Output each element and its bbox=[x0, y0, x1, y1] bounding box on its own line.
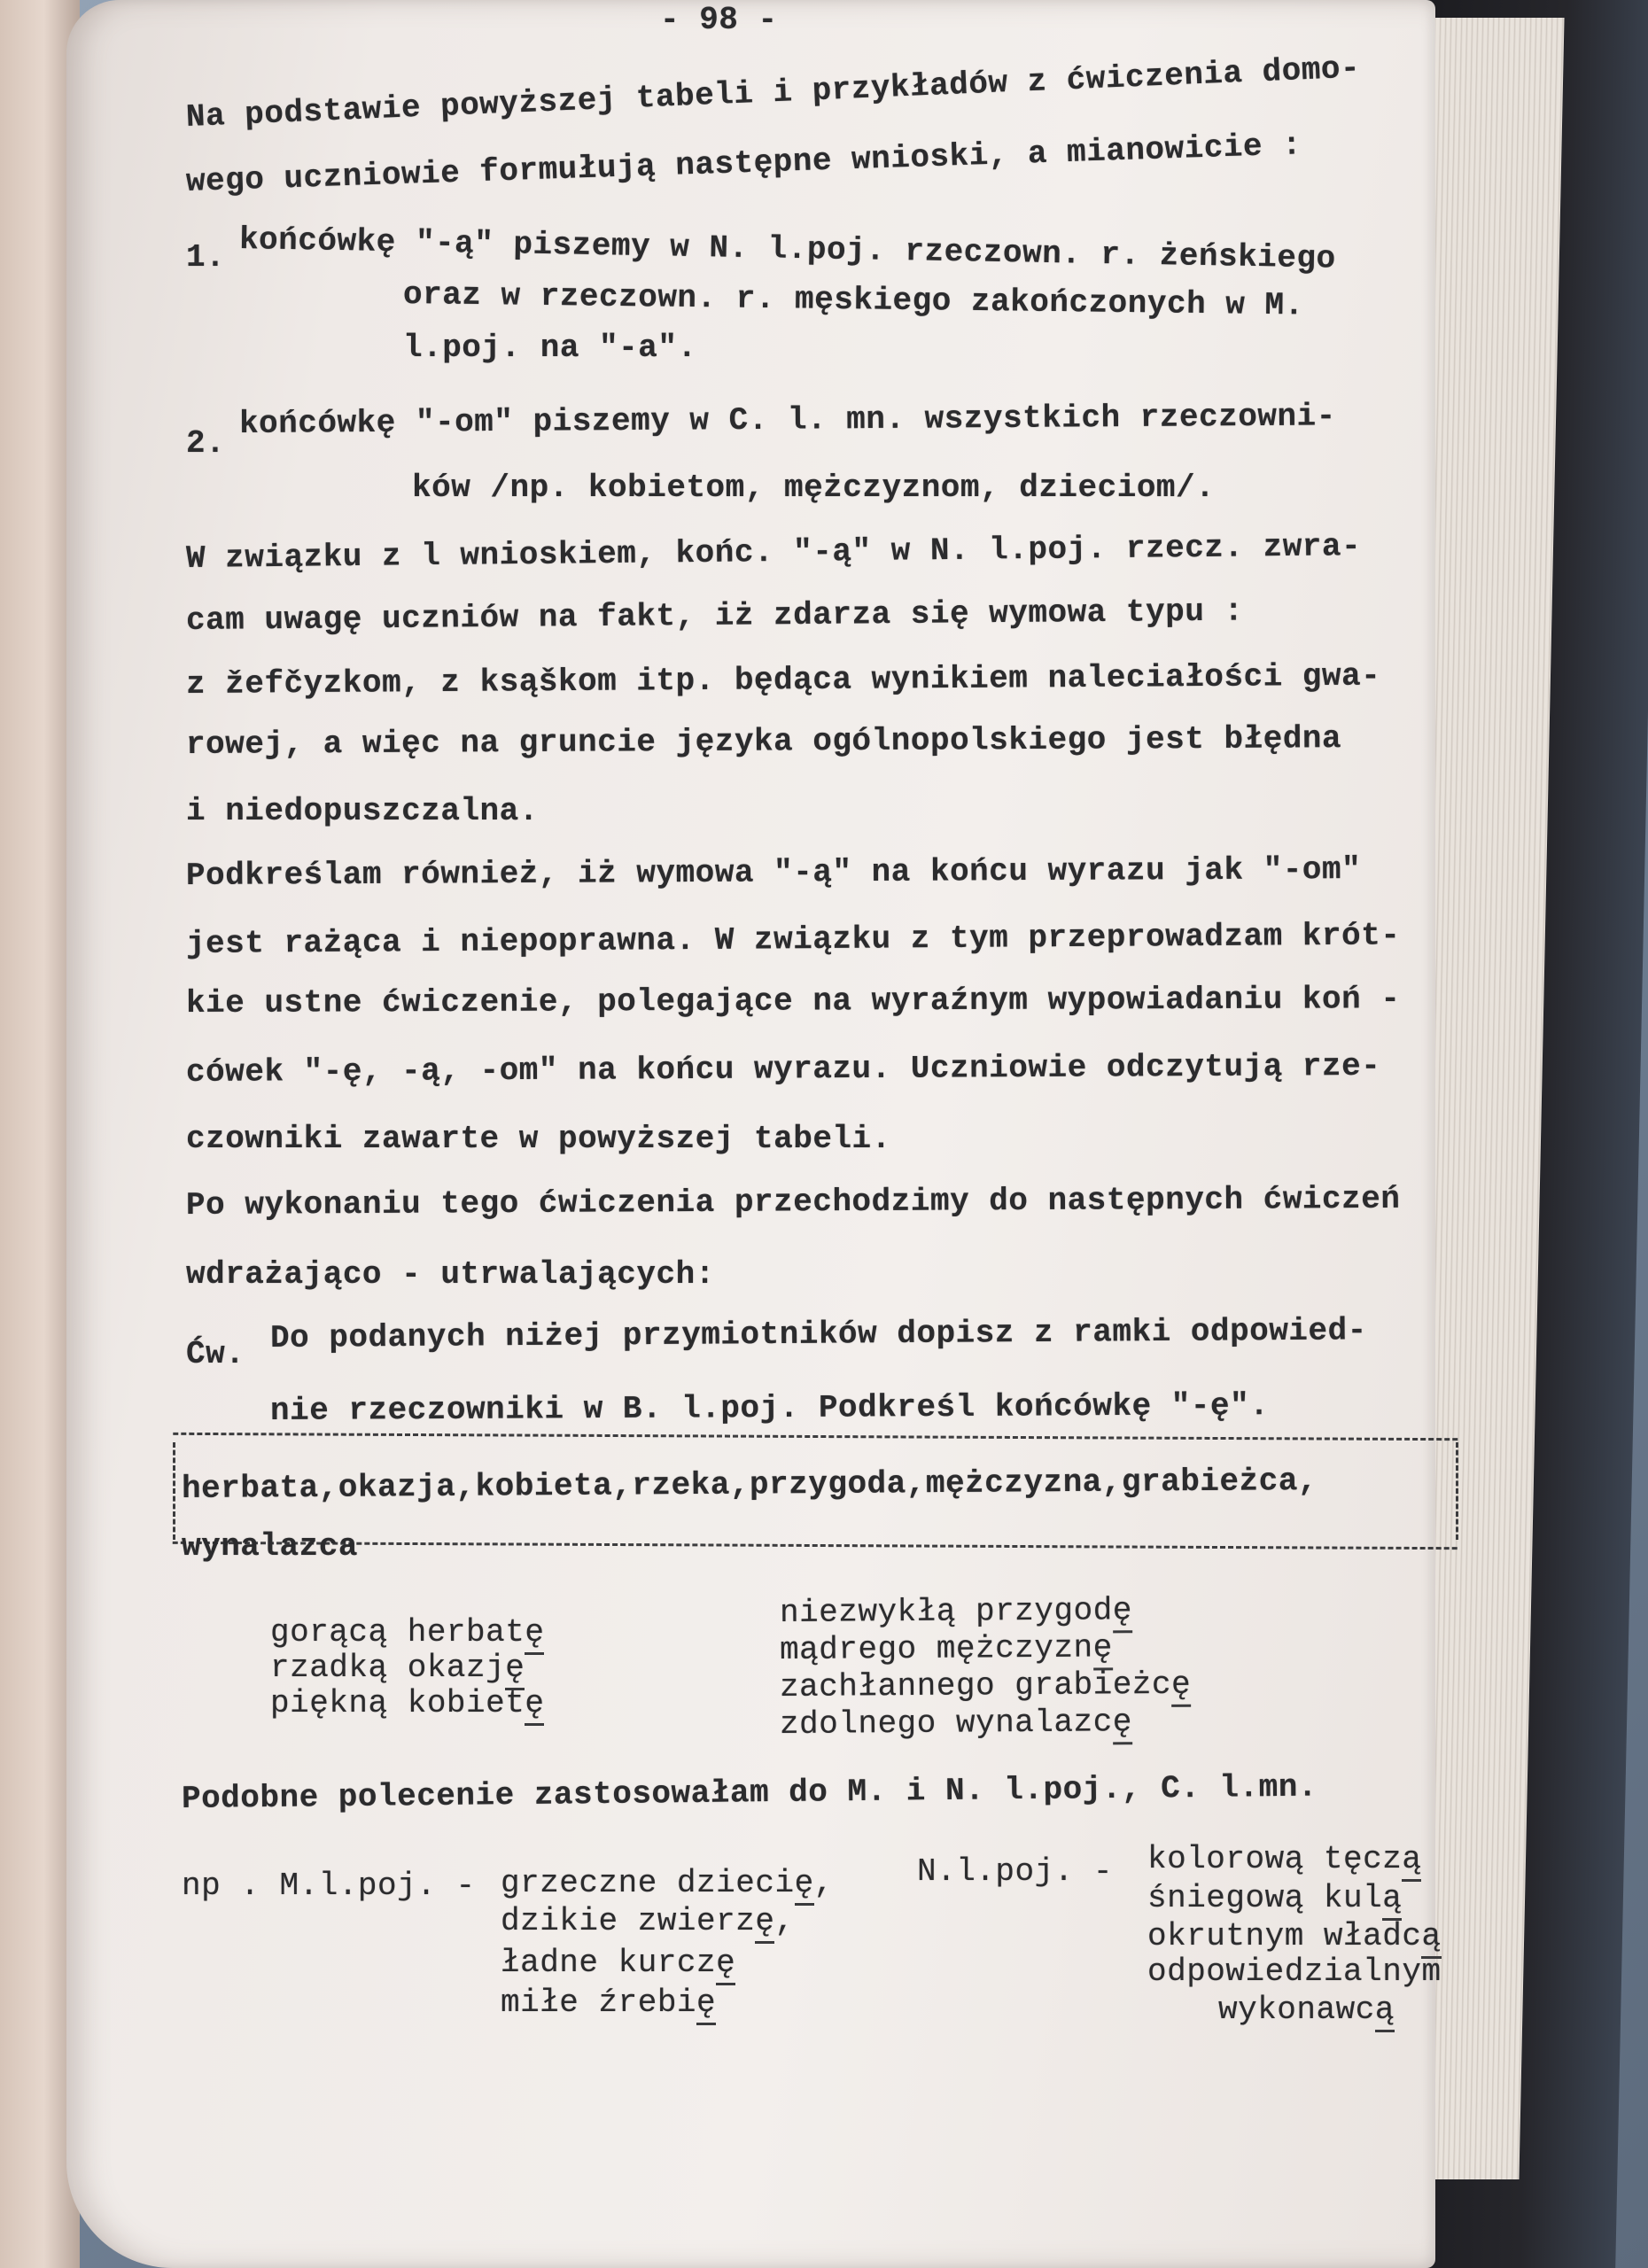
answer-right-3: zachłannego grabieżcę bbox=[779, 1666, 1192, 1705]
paragraph4-line2: wdrażająco - utrwalających: bbox=[186, 1256, 715, 1293]
example-n-3: okrutnym władcą bbox=[1147, 1918, 1442, 1954]
list-item-2-line1: końcówkę "-om" piszemy w C. l. mn. wszystkich rzeczowni- bbox=[238, 398, 1336, 442]
list-number-1: 1. bbox=[186, 239, 226, 276]
examples-n-label: N.l.poj. - bbox=[917, 1853, 1114, 1890]
answer-right-4: zdolnego wynalazcę bbox=[780, 1704, 1132, 1743]
example-n-5: wykonawcą bbox=[1218, 1992, 1395, 2028]
examples-m-label: np . M.l.poj. - bbox=[182, 1868, 476, 1904]
paragraph2-line4: rowej, a więc na gruncie języka ogólnopolskiego jest błędna bbox=[185, 720, 1342, 763]
example-n-4: odpowiedzialnym bbox=[1147, 1953, 1442, 1990]
example-n-1: kolorową tęczą bbox=[1147, 1841, 1421, 1877]
answer-left-2: rzadką okazję bbox=[270, 1650, 525, 1686]
paragraph2-line2: cam uwagę uczniów na fakt, iż zdarza się wymowa typu : bbox=[185, 593, 1244, 639]
paragraph3-line2: jest rażąca i niepoprawna. W związku z tym przeprowadzam krót- bbox=[185, 917, 1401, 962]
list-item-1-line3: l.poj. na "-a". bbox=[403, 330, 697, 366]
answer-right-1: niezwykłą przygodę bbox=[780, 1592, 1132, 1631]
exercise-label: Ćw. bbox=[186, 1336, 245, 1372]
page-number: - 98 - bbox=[660, 2, 778, 38]
list-number-2: 2. bbox=[186, 425, 226, 462]
exercise-line2: nie rzeczowniki w B. l.poj. Podkreśl końcówkę "-ę". bbox=[269, 1387, 1270, 1429]
word-box-line1: herbata,okazja,kobieta,rzeka,przygoda,mężczyzna,grabieżca, bbox=[181, 1463, 1318, 1507]
example-n-2: śniegową kulą bbox=[1147, 1880, 1402, 1916]
paragraph3-line4: cówek "-ę, -ą, -om" na końcu wyrazu. Uczniowie odczytują rze- bbox=[185, 1047, 1381, 1091]
word-box-right-edge bbox=[1456, 1442, 1458, 1540]
answer-left-3: piękną kobietę bbox=[270, 1685, 544, 1721]
paragraph3-line3: kie ustne ćwiczenie, polegające na wyraźnym wypowiadaniu koń - bbox=[185, 981, 1401, 1021]
example-m-4: miłe źrebię bbox=[501, 1984, 716, 2021]
example-m-3: ładne kurczę bbox=[501, 1945, 735, 1981]
list-item-2-line2: ków /np. kobietom, mężczyznom, dzieciom/. bbox=[412, 470, 1216, 506]
list-item-1-line2: oraz w rzeczown. r. męskiego zakończonych w M. bbox=[402, 276, 1304, 324]
similar-instruction: Podobne polecenie zastosowałam do M. i N. l.poj., C. l.mn. bbox=[181, 1768, 1318, 1817]
word-box-left-edge bbox=[173, 1442, 175, 1540]
paragraph2-line5: i niedopuszczalna. bbox=[186, 793, 539, 829]
answer-left-1: gorącą herbatę bbox=[270, 1614, 544, 1651]
paragraph4-line1: Po wykonaniu tego ćwiczenia przechodzimy do następnych ćwiczeń bbox=[185, 1180, 1401, 1223]
example-m-2: dzikie zwierzę, bbox=[501, 1903, 795, 1939]
word-box-line2: wynalazca bbox=[182, 1528, 358, 1565]
paragraph2-line3: z žefčyzkom, z ksąškom itp. będąca wynikiem naleciałości gwa- bbox=[185, 657, 1381, 703]
example-m-1: grzeczne dziecię, bbox=[501, 1865, 834, 1901]
list-item-1-line1: końcówkę "-ą" piszemy w N. l.poj. rzeczown. r. żeńskiego bbox=[238, 221, 1336, 277]
paragraph3-line1: Podkreślam również, iż wymowa "-ą" na końcu wyrazu jak "-om" bbox=[185, 851, 1362, 894]
paragraph3-line5: czowniki zawarte w powyższej tabeli. bbox=[186, 1121, 891, 1157]
exercise-line1: Do podanych niżej przymiotników dopisz z ramki odpowied- bbox=[269, 1312, 1367, 1356]
paragraph1-line1: Na podstawie powyższej tabeli i przykładów z ćwiczenia domo- bbox=[185, 50, 1361, 136]
paragraph1-line2: wego uczniowie formułują następne wnioski, a mianowicie : bbox=[185, 127, 1302, 200]
answer-right-2: mądrego mężczyznę bbox=[780, 1629, 1113, 1668]
paragraph2-line1: W związku z l wnioskiem, końc. "-ą" w N. l.poj. rzecz. zwra- bbox=[185, 528, 1362, 577]
